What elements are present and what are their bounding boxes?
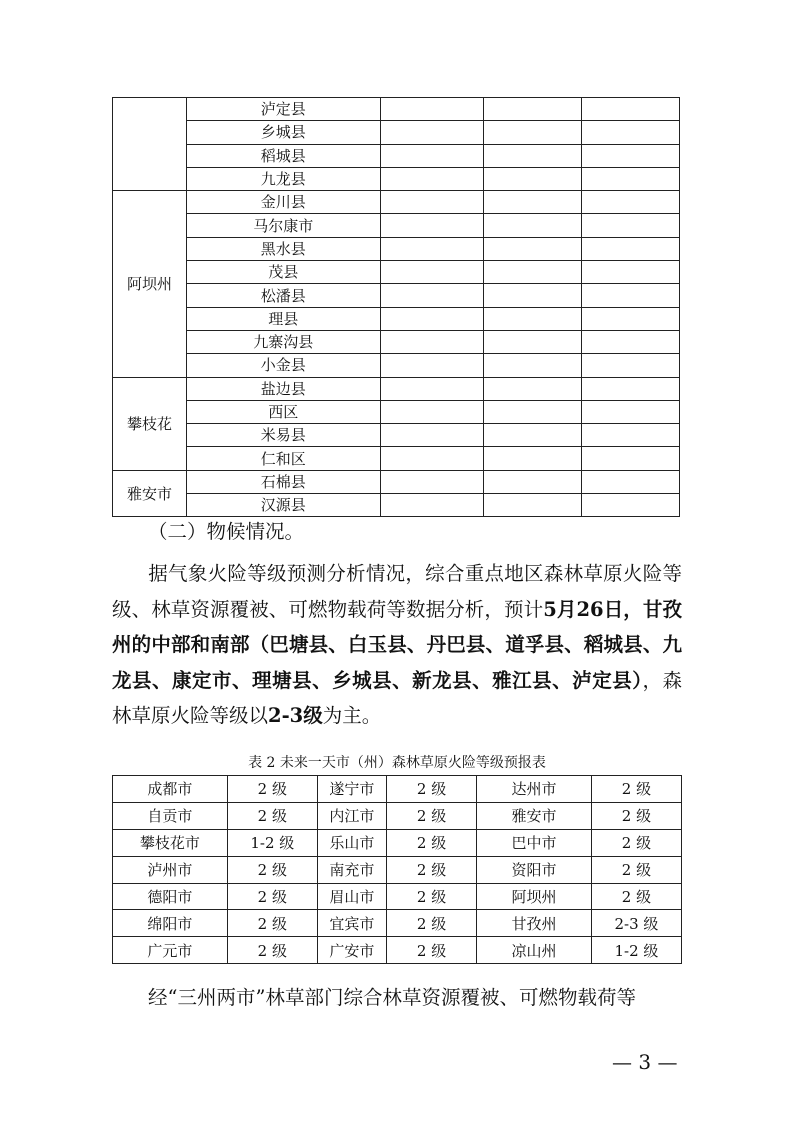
level-cell: 2-3 级: [591, 910, 681, 937]
county-cell: 西区: [186, 400, 380, 423]
level-cell: 1-2 级: [227, 829, 317, 856]
empty-cell: [380, 377, 484, 400]
empty-cell: [484, 261, 582, 284]
empty-cell: [484, 307, 582, 330]
empty-cell: [380, 284, 484, 307]
county-cell: 稻城县: [186, 144, 380, 167]
table-row: [113, 377, 680, 400]
city-cell: 阿坝州: [477, 883, 592, 910]
table-row: [113, 470, 680, 493]
empty-cell: [582, 144, 680, 167]
empty-cell: [582, 400, 680, 423]
level-cell: 2 级: [387, 776, 477, 803]
empty-cell: [380, 191, 484, 214]
table-row: [113, 424, 680, 447]
table-row: [113, 354, 680, 377]
level-cell: 2 级: [591, 856, 681, 883]
city-cell: 资阳市: [477, 856, 592, 883]
empty-cell: [380, 470, 484, 493]
city-cell: 巴中市: [477, 829, 592, 856]
level-cell: 2 级: [227, 883, 317, 910]
city-cell: 达州市: [477, 776, 592, 803]
empty-cell: [582, 447, 680, 470]
empty-cell: [582, 354, 680, 377]
city-cell: 遂宁市: [317, 776, 386, 803]
level-cell: 2 级: [591, 776, 681, 803]
level-cell: 2 级: [591, 883, 681, 910]
county-cell: 乡城县: [186, 121, 380, 144]
empty-cell: [582, 330, 680, 353]
empty-cell: [582, 237, 680, 260]
region-cell: 雅安市: [113, 470, 187, 517]
empty-cell: [484, 400, 582, 423]
level-cell: 2 级: [387, 910, 477, 937]
table-row: [113, 883, 682, 910]
table-row: [113, 494, 680, 517]
table-row: [113, 214, 680, 237]
level-cell: 2 级: [227, 802, 317, 829]
empty-cell: [380, 424, 484, 447]
empty-cell: [582, 167, 680, 190]
empty-cell: [484, 354, 582, 377]
level-cell: 2 级: [387, 802, 477, 829]
level-cell: 2 级: [387, 829, 477, 856]
empty-cell: [484, 447, 582, 470]
paragraph-text-2: ，森林草原火险等级以: [112, 668, 682, 727]
level-cell: 2 级: [387, 883, 477, 910]
county-cell: 汉源县: [186, 494, 380, 517]
county-cell: 盐边县: [186, 377, 380, 400]
region-cell: 阿坝州: [113, 191, 187, 377]
county-cell: 理县: [186, 307, 380, 330]
level-cell: 2 级: [591, 829, 681, 856]
empty-cell: [582, 214, 680, 237]
paragraph-bold-2: 2-3级: [268, 704, 323, 727]
empty-cell: [484, 191, 582, 214]
level-cell: 2 级: [227, 937, 317, 964]
empty-cell: [484, 377, 582, 400]
county-cell: 茂县: [186, 261, 380, 284]
city-cell: 成都市: [113, 776, 228, 803]
city-cell: 攀枝花市: [113, 829, 228, 856]
table-row: [113, 191, 680, 214]
city-cell: 泸州市: [113, 856, 228, 883]
empty-cell: [380, 121, 484, 144]
table2-caption: 表 2 未来一天市（州）森林草原火险等级预报表: [248, 755, 546, 771]
county-fire-risk-table: [112, 97, 680, 517]
table-row: [113, 802, 682, 829]
level-cell: 2 级: [387, 937, 477, 964]
empty-cell: [484, 424, 582, 447]
table-row: [113, 937, 682, 964]
county-cell: 米易县: [186, 424, 380, 447]
city-cell: 雅安市: [477, 802, 592, 829]
empty-cell: [582, 191, 680, 214]
city-fire-risk-table: [112, 775, 682, 964]
paragraph-bold-1: 5月26日，甘孜州的中部和南部（巴塘县、白玉县、丹巴县、道孚县、稻城县、九龙县、康定市、理塘县、乡城县、新龙县、雅江县、泸定县）: [112, 597, 682, 692]
forecast-paragraph: [112, 556, 682, 734]
table-row: [113, 284, 680, 307]
empty-cell: [484, 237, 582, 260]
county-cell: 金川县: [186, 191, 380, 214]
section-heading: （二）物候情况。: [148, 520, 305, 543]
table-row: [113, 829, 682, 856]
empty-cell: [484, 144, 582, 167]
empty-cell: [582, 494, 680, 517]
empty-cell: [484, 284, 582, 307]
paragraph-text-1: 据气象火险等级预测分析情况，综合重点地区森林草原火险等级、林草资源覆被、可燃物载荷等数据分析，预计: [112, 562, 682, 621]
county-cell: 马尔康市: [186, 214, 380, 237]
empty-cell: [582, 261, 680, 284]
empty-cell: [380, 214, 484, 237]
table-row: [113, 144, 680, 167]
empty-cell: [380, 330, 484, 353]
county-cell: 九寨沟县: [186, 330, 380, 353]
city-cell: 甘孜州: [477, 910, 592, 937]
empty-cell: [380, 447, 484, 470]
empty-cell: [582, 121, 680, 144]
empty-cell: [380, 237, 484, 260]
empty-cell: [380, 167, 484, 190]
level-cell: 2 级: [591, 802, 681, 829]
empty-cell: [582, 424, 680, 447]
level-cell: 2 级: [227, 776, 317, 803]
city-cell: 内江市: [317, 802, 386, 829]
county-cell: 仁和区: [186, 447, 380, 470]
table-row: [113, 856, 682, 883]
table-row: [113, 237, 680, 260]
empty-cell: [582, 284, 680, 307]
empty-cell: [380, 144, 484, 167]
level-cell: 2 级: [227, 910, 317, 937]
city-cell: 乐山市: [317, 829, 386, 856]
empty-cell: [484, 98, 582, 121]
empty-cell: [484, 121, 582, 144]
county-cell: 黑水县: [186, 237, 380, 260]
table-row: [113, 776, 682, 803]
last-line: 经“三州两市”林草部门综合林草资源覆被、可燃物载荷等: [148, 986, 636, 1009]
empty-cell: [380, 98, 484, 121]
table-row: [113, 330, 680, 353]
table-row: [113, 910, 682, 937]
level-cell: 2 级: [227, 856, 317, 883]
city-cell: 眉山市: [317, 883, 386, 910]
paragraph-text-3: 为主。: [322, 704, 382, 727]
table-row: [113, 121, 680, 144]
city-cell: 自贡市: [113, 802, 228, 829]
empty-cell: [582, 307, 680, 330]
county-cell: 松潘县: [186, 284, 380, 307]
county-cell: 石棉县: [186, 470, 380, 493]
city-cell: 宜宾市: [317, 910, 386, 937]
county-cell: 九龙县: [186, 167, 380, 190]
empty-cell: [380, 354, 484, 377]
page-number: — 3 —: [612, 1050, 678, 1074]
level-cell: 1-2 级: [591, 937, 681, 964]
empty-cell: [380, 307, 484, 330]
level-cell: 2 级: [387, 856, 477, 883]
city-cell: 绵阳市: [113, 910, 228, 937]
city-cell: 广安市: [317, 937, 386, 964]
city-cell: 广元市: [113, 937, 228, 964]
empty-cell: [380, 494, 484, 517]
empty-cell: [582, 98, 680, 121]
city-cell: 凉山州: [477, 937, 592, 964]
table-row: [113, 400, 680, 423]
county-cell: 泸定县: [186, 98, 380, 121]
county-cell: 小金县: [186, 354, 380, 377]
empty-cell: [484, 494, 582, 517]
empty-cell: [380, 400, 484, 423]
table-row: [113, 307, 680, 330]
empty-cell: [380, 261, 484, 284]
empty-cell: [484, 167, 582, 190]
table-row: [113, 447, 680, 470]
empty-cell: [484, 330, 582, 353]
empty-cell: [582, 377, 680, 400]
table-row: [113, 167, 680, 190]
empty-cell: [484, 470, 582, 493]
empty-cell: [582, 470, 680, 493]
region-cell: [113, 98, 187, 191]
table-row: [113, 261, 680, 284]
empty-cell: [484, 214, 582, 237]
city-cell: 德阳市: [113, 883, 228, 910]
city-cell: 南充市: [317, 856, 386, 883]
region-cell: 攀枝花: [113, 377, 187, 470]
table-row: [113, 98, 680, 121]
